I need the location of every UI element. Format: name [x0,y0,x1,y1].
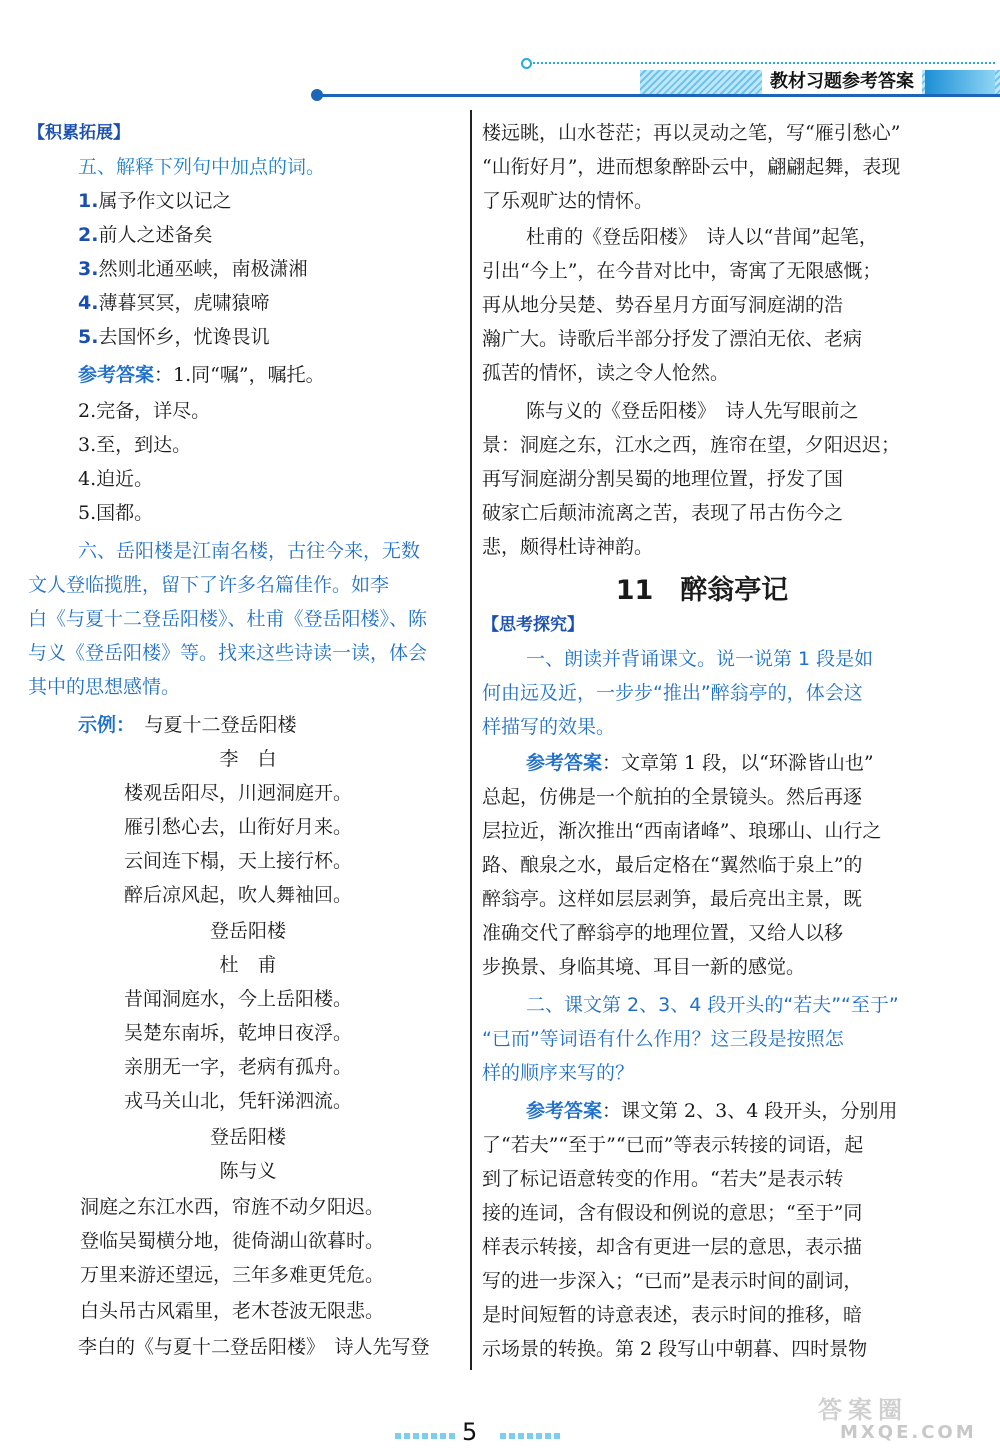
q1-line: 样描写的效果。 [482,716,616,738]
answer-line: 2.完备，详尽。 [78,400,211,422]
header-dotted-line [525,62,995,64]
para-line: 悲，颇得杜诗神韵。 [482,536,654,558]
para-line: 陈与义的《登岳阳楼》 诗人先写眼前之 [526,400,859,422]
poem-title: 登岳阳楼 [209,1126,286,1148]
q5-title: 五、解释下列句中加点的词。 [78,156,326,178]
answer-line: 准确交代了醉翁亭的地理位置，又给人以移 [482,922,844,944]
para-line: 了乐观旷达的情怀。 [482,190,654,212]
column-divider [470,110,472,1370]
answer-line: 层拉近，渐次推出“西南诸峰”、琅琊山、山行之 [482,820,882,842]
answer-line: 醉翁亭。这样如层层剥笋，最后亮出主景，既 [482,888,863,910]
header-rule [318,94,1000,97]
answer-line: 接的连词，含有假设和例说的意思；“至于”同 [482,1202,863,1224]
para-line: 引出“今上”，在今昔对比中，寄寓了无限感慨； [482,260,882,282]
q6-line: 与义《登岳阳楼》等。找来这些诗读一读，体会 [28,642,428,664]
page-number: 5 [462,1418,478,1446]
poem-title: 登岳阳楼 [209,920,286,942]
para-line: “山衔好月”，进而想象醉卧云中，翩翩起舞，表现 [482,156,901,178]
lesson-title: 11 醉翁亭记 [615,575,789,606]
poem-line: 亲朋无一字，老病有孤舟。 [124,1056,353,1078]
para-line: 破家亡后颠沛流离之苦，表现了吊古伤今之 [482,502,844,524]
analysis-line: 李白的《与夏十二登岳阳楼》 诗人先写登 [78,1336,430,1358]
answer-line: 示场景的转换。第 2 段写山中朝暮、四时景物 [482,1338,868,1360]
poem-line: 白头吊古风霜里，老木苍波无限悲。 [80,1300,385,1322]
answer-line: 步换景、身临其境、耳目一新的感觉。 [482,956,806,978]
q5-item: 2.前人之述备矣 [78,224,213,246]
poem-line: 登临吴蜀横分地，徙倚湖山欲暮时。 [80,1230,385,1252]
answer-line: 3.至，到达。 [78,434,192,456]
answer-line: 4.迫近。 [78,468,154,490]
poem-line: 戎马关山北，凭轩涕泗流。 [124,1090,353,1112]
answer-line: 总起，仿佛是一个航拍的全景镜头。然后再逐 [482,786,863,808]
answer-line: 了“若夫”“至于”“已而”等表示转接的词语，起 [482,1134,864,1156]
poem-line: 云间连下榻，天上接行杯。 [124,850,353,872]
answer-line: 写的进一步深入；“已而”是表示时间的副词， [482,1270,863,1292]
q6-line: 白《与夏十二登岳阳楼》、杜甫《登岳阳楼》、陈 [28,608,428,630]
para-line: 景：洞庭之东，江水之西，旌帘在望，夕阳迟迟； [482,434,901,456]
q2-line: 二、课文第 2、3、4 段开头的“若夫”“至于” [526,994,899,1016]
answer-line: 样表示转接，却含有更进一层的意思，表示描 [482,1236,863,1258]
poem-line: 洞庭之东江水西，帘旌不动夕阳迟。 [80,1196,385,1218]
answer-line: 路、酿泉之水，最后定格在“翼然临于泉上”的 [482,854,863,876]
header-band-end [925,70,995,94]
q1-line: 何由远及近，一步步“推出”醉翁亭的，体会这 [482,682,863,704]
poem-line: 醉后凉风起，吹人舞袖回。 [124,884,353,906]
watermark-logo: 答案圈 MXQE.COM [818,1396,977,1443]
q2-line: 样的顺序来写的？ [482,1062,635,1084]
poem-author: 李 白 [219,748,277,770]
q6-line: 六、岳阳楼是江南名楼，古往今来，无数 [78,540,421,562]
para-line: 孤苦的情怀，读之令人怆然。 [482,362,730,384]
answer-line: 参考答案：文章第 1 段，以“环滁皆山也” [526,752,874,774]
header-title: 教材习题参考答案 [762,69,922,95]
header-dot-big [311,89,323,101]
answer-line: 是时间短暂的诗意表述，表示时间的推移，暗 [482,1304,863,1326]
poem-author: 陈与义 [219,1160,277,1182]
poem-line: 昔闻洞庭水，今上岳阳楼。 [124,988,353,1010]
para-line: 瀚广大。诗歌后半部分抒发了漂泊无依、老病 [482,328,863,350]
poem-line: 楼观岳阳尽，川迥洞庭开。 [124,782,353,804]
para-line: 楼远眺，山水苍茫；再以灵动之笔，写“雁引愁心” [482,122,901,144]
section-tag-explore: 【思考探究】 [482,615,584,635]
para-line: 再写洞庭湖分割吴蜀的地理位置，抒发了国 [482,468,844,490]
poem-author: 杜 甫 [219,954,277,976]
q6-line: 其中的思想感情。 [28,676,181,698]
example-line: 示例： 与夏十二登岳阳楼 [78,714,297,736]
footer-decoration-left [395,1433,455,1439]
footer-decoration-right [500,1433,560,1439]
answer-line: 到了标记语意转变的作用。“若夫”是表示转 [482,1168,844,1190]
q1-line: 一、朗读并背诵课文。说一说第 1 段是如 [526,648,874,670]
para-line: 杜甫的《登岳阳楼》 诗人以“昔闻”起笔， [526,226,878,248]
answer-line: 5.国都。 [78,502,154,524]
q5-item: 4.薄暮冥冥，虎啸猿啼 [78,292,270,314]
answer-line: 参考答案：1.同“嘱”，嘱托。 [78,364,325,386]
answer-line: 参考答案：课文第 2、3、4 段开头，分别用 [526,1100,898,1122]
poem-line: 万里来游还望远，三年多难更凭危。 [80,1264,385,1286]
q5-item: 3.然则北通巫峡，南极潇湘 [78,258,308,280]
header-dot-small [521,58,532,69]
poem-line: 雁引愁心去，山衔好月来。 [124,816,353,838]
q2-line: “已而”等词语有什么作用？这三段是按照怎 [482,1028,844,1050]
section-tag-accumulate: 【积累拓展】 [28,123,130,143]
poem-line: 吴楚东南坼，乾坤日夜浮。 [124,1022,353,1044]
para-line: 再从地分吴楚、势吞星月方面写洞庭湖的浩 [482,294,844,316]
q5-item: 1.属予作文以记之 [78,190,232,212]
q5-item: 5.去国怀乡，忧谗畏讥 [78,326,270,348]
q6-line: 文人登临揽胜，留下了许多名篇佳作。如李 [28,574,390,596]
